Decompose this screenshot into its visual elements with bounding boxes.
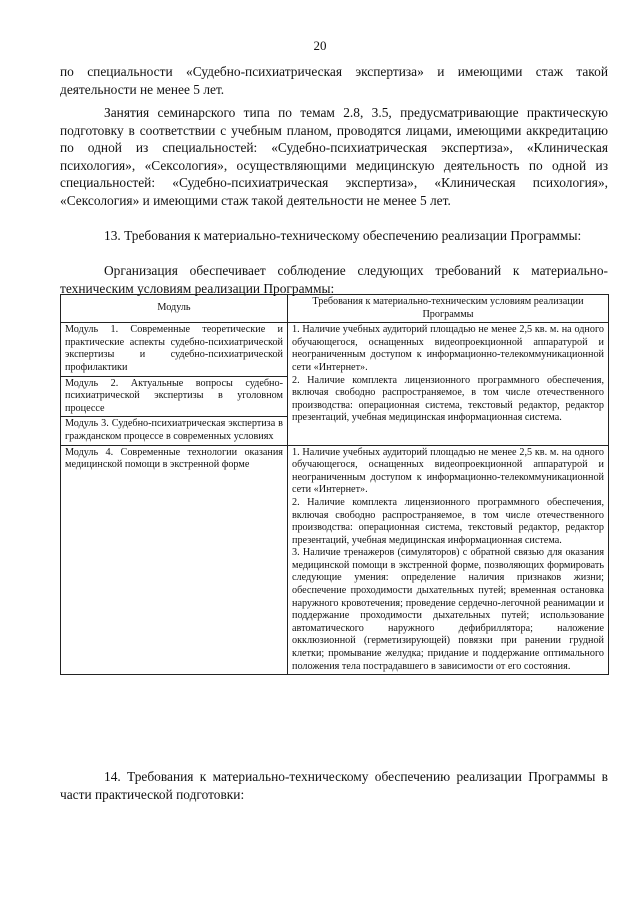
requirement-item: 1. Наличие учебных аудиторий площадью не менее 2,5 кв. м. на одного обучающегося, оснащенных видеопроекционной аппаратурой и неограниченным доступом к информационно-телекоммуникационной сети «Интернет». [292, 446, 604, 496]
header-requirements: Требования к материально-техническим условиям реализации Программы [288, 295, 609, 323]
requirements-table [60, 294, 609, 675]
requirement-item: 2. Наличие комплекта лицензионного программного обеспечения, включая свободно распространяемое, в том числе отечественного производства: операционная система, текстовый редактор, редактор презентаций, учебная медицинская информационная система. [292, 374, 604, 424]
requirement-item: 1. Наличие учебных аудиторий площадью не менее 2,5 кв. м. на одного обучающегося, оснащенных видеопроекционной аппаратурой и неограниченным доступом к информационно-телекоммуникационной сети «Интернет». [292, 324, 604, 373]
paragraph-organization: Организация обеспечивает соблюдение следующих требований к материально-техническим условиям реализации Программы: [60, 263, 608, 296]
table-row [61, 445, 609, 675]
requirement-item: 3. Наличие тренажеров (симуляторов) с обратной связью для оказания медицинской помощи в экстренной форме, позволяющих формировать следующие умения: определение наличия признаков жизни; обеспечение проходимости дыхательных путей; временная остановка наружного кровотечения; проведение сердечно-легочной реанимации и поддержание проходимости дыхательных путей; использование автоматического наружного дефибриллятора; наложение окклюзионной (герметизирующей) повязки при ранении грудной клетки; промывание желудка; придание и поддержание оптимального положения тела пострадавшего в зависимости от его состояния. [292, 547, 604, 672]
module-1: Модуль 1. Современные теоретические и практические аспекты судебно-психиатрической экспертизы и судебно-психиатрической профилактики [65, 324, 283, 373]
module-cell [61, 417, 288, 445]
table-row [61, 323, 609, 376]
requirements-cell-group2 [288, 445, 609, 675]
module-3: Модуль 3. Судебно-психиатрическая экспертиза в гражданском процессе в современных условиях [65, 418, 283, 442]
requirement-item: 2. Наличие комплекта лицензионного программного обеспечения, включая свободно распространяемое, в том числе отечественного производства: операционная система, текстовый редактор, редактор презентаций, учебная медицинская информационная система. [292, 496, 604, 546]
header-module: Модуль [61, 295, 288, 323]
module-cell [61, 323, 288, 376]
module-2: Модуль 2. Актуальные вопросы судебно-психиатрической экспертизы в уголовном процессе [65, 377, 283, 414]
module-cell [61, 445, 288, 675]
table-header-row [61, 295, 609, 323]
section-13-heading: 13. Требования к материально-техническому обеспечению реализации Программы: [104, 228, 582, 243]
paragraph-continuation: по специальности «Судебно-психиатрическая экспертиза» и имеющими стаж такой деятельности не менее 5 лет. [60, 64, 608, 97]
module-4: Модуль 4. Современные технологии оказания медицинской помощи в экстренной форме [65, 446, 283, 471]
module-cell [61, 376, 288, 417]
page-number: 20 [313, 38, 327, 53]
section-14-heading: 14. Требования к материально-техническому обеспечению реализации Программы в части практической подготовки: [60, 769, 608, 802]
paragraph-seminars: Занятия семинарского типа по темам 2.8, 3.5, предусматривающие практическую подготовку в соответствии с учебным планом, проводятся лицами, имеющими аккредитацию по одной из специальностей: «Судебно-психиатрическая экспертиза», «Клиническая психология», «Сексология», осуществляющими медицинскую деятельность по одной из специальностей: «Судебно-психиатрическая экспертиза», «Клиническая психология», «Сексология» и имеющими стаж такой деятельности не менее 5 лет. [60, 105, 608, 208]
requirements-cell-group1 [288, 323, 609, 445]
